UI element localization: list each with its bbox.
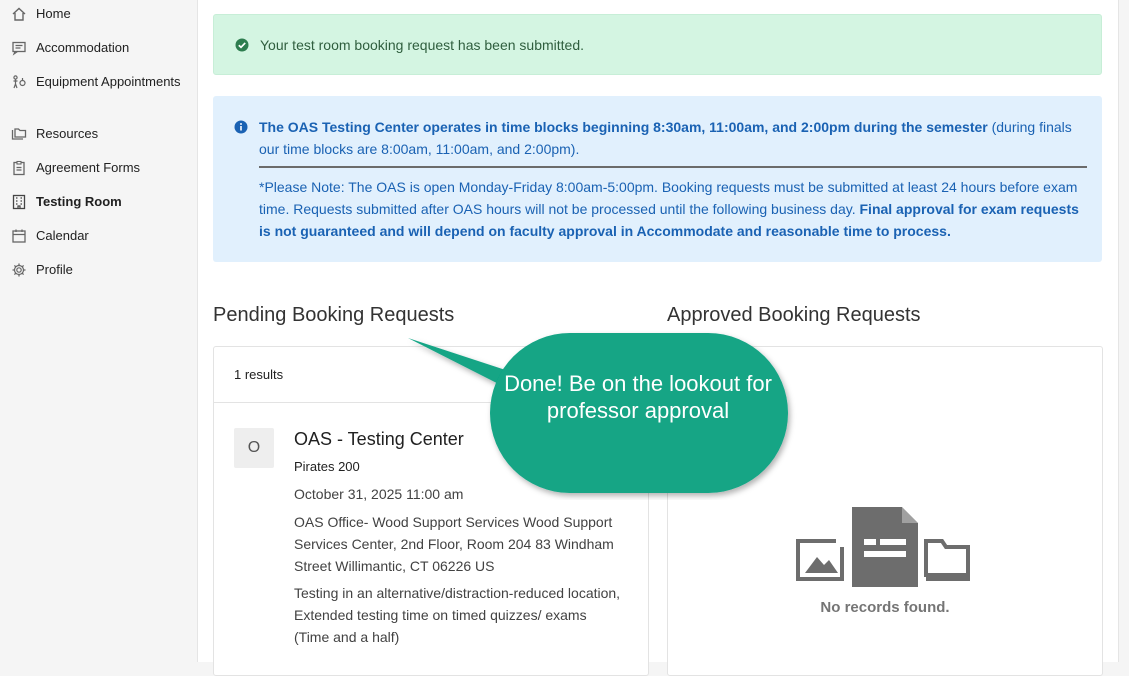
sidebar-item-label: Testing Room — [36, 194, 122, 209]
message-icon — [11, 40, 27, 56]
callout-text: Done! Be on the lookout for professor approval — [504, 371, 772, 423]
booking-accommodations: Testing in an alternative/distraction-reduced location, Extended testing time on timed quizzes/ exams (Time and a half) — [294, 585, 621, 645]
building-icon — [11, 194, 27, 210]
info-divider — [259, 166, 1087, 168]
booking-date: October 31, 2025 11:00 am — [294, 486, 464, 502]
sidebar-item-label: Calendar — [36, 228, 89, 243]
info-schedule-bold: The OAS Testing Center operates in time blocks beginning 8:30am, 11:00am, and 2:00pm during the semester — [259, 119, 988, 135]
booking-title[interactable]: OAS - Testing Center — [294, 429, 464, 449]
sidebar-item-label: Accommodation — [36, 40, 130, 55]
approved-title: Approved Booking Requests — [667, 304, 921, 326]
pending-title: Pending Booking Requests — [213, 304, 455, 326]
success-alert — [213, 14, 1102, 75]
calendar-icon — [11, 228, 27, 244]
success-message: Your test room booking request has been submitted. — [260, 37, 585, 53]
sidebar-item-label: Home — [36, 6, 71, 21]
results-count: 1 results — [234, 367, 284, 382]
sidebar-item-label: Equipment Appointments — [36, 74, 181, 89]
empty-state-text: No records found. — [820, 599, 950, 616]
info-icon — [234, 120, 248, 134]
document-icon — [852, 507, 918, 587]
folders-icon — [11, 126, 27, 142]
booking-location: OAS Office- Wood Support Services Wood Support Services Center, 2nd Floor, Room 204 83 Windham Street Willimantic, CT 06226 US — [294, 514, 614, 574]
sidebar-item-label: Resources — [36, 126, 99, 141]
info-schedule-text — [259, 116, 1087, 160]
home-icon — [11, 6, 27, 22]
info-note: *Please Note: The OAS is open Monday-Friday 8:00am-5:00pm. Booking requests must be submitted at least 24 hours before exam time. Requests submitted after OAS hours will not be processed until the following business day. — [259, 179, 1078, 217]
empty-state-illustration — [796, 505, 972, 591]
info-alert — [213, 96, 1102, 262]
info-schedule-rest: (during finals our time blocks are 8:00am, 11:00am, and 2:00pm). — [259, 119, 1072, 157]
clipboard-icon — [11, 160, 27, 176]
info-note-text — [259, 176, 1089, 242]
check-circle-icon — [235, 38, 249, 52]
folder-icon — [926, 541, 970, 579]
avatar: O — [234, 428, 274, 468]
gear-icon — [11, 262, 27, 278]
image-file-icon — [798, 539, 844, 579]
sidebar-item-label: Profile — [36, 262, 73, 277]
equipment-icon — [11, 74, 27, 90]
sidebar-item-label: Agreement Forms — [36, 160, 141, 175]
sidebar — [0, 0, 197, 662]
booking-room: Pirates 200 — [294, 459, 360, 474]
info-note-bold: Final approval for exam requests is not guaranteed and will depend on faculty approval in Accommodate and reasonable time to process. — [259, 201, 1079, 239]
